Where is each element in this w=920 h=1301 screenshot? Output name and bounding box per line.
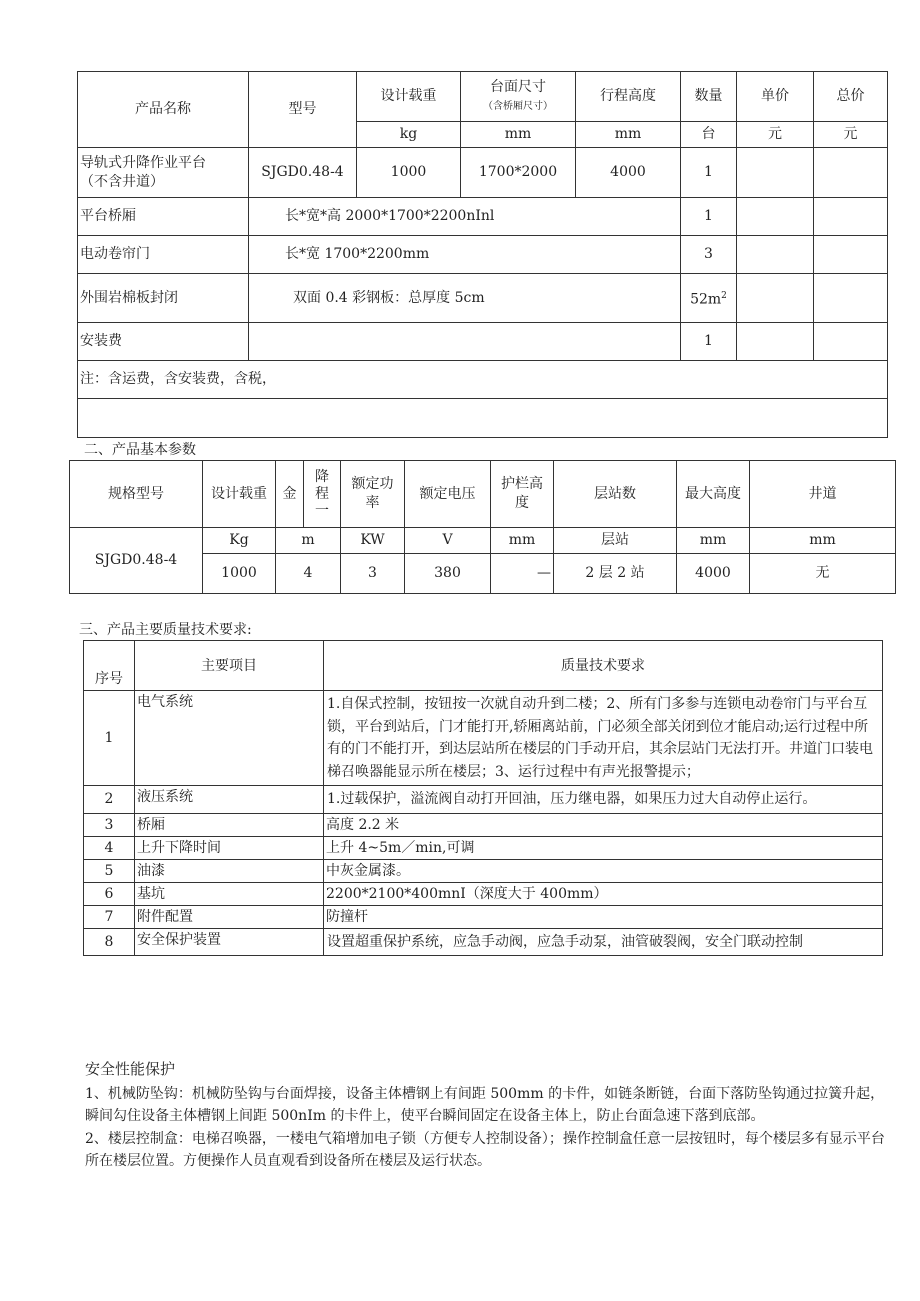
item-total-price [814,323,888,361]
main-deck-size: 1700*2000 [461,148,576,198]
row-item: 电气系统 [135,691,324,786]
safety-section [85,1058,891,1173]
unit-design-load: Kg [203,528,276,554]
table-row [84,905,883,928]
row-no: 3 [84,813,135,836]
params-model: SJGD0.48-4 [70,528,203,594]
empty-row [78,399,888,438]
safety-paragraph: 2、楼层控制盒：电梯召唤器，一楼电气箱增加电子锁（方便专人控制设备）；操作控制盒任意一层按钮时，每个楼层多有显示平台所在楼层位置。方便操作人员直观看到设备所在楼层及运行状态。 [85,1130,885,1169]
params-units-row [70,528,896,554]
table-row [84,691,883,786]
row-no: 1 [84,691,135,786]
section3-title: 三、产品主要质量技术要求: [79,622,252,638]
unit-unit-price: 元 [737,122,814,148]
header-lift-b [304,461,341,528]
row-item: 基坑 [135,882,324,905]
product-name-line1: 导轨式升降作业平台 [80,154,206,171]
item-total-price [814,236,888,274]
table-row [84,786,883,814]
header-rated-voltage: 额定电压 [405,461,491,528]
item-quantity-sup: 2 [721,290,727,301]
header-total-price: 总价 [814,72,888,122]
header-item: 主要项目 [135,641,324,691]
unit-travel-height: mm [576,122,681,148]
value-stops: 2 层 2 站 [554,554,677,594]
item-unit-price [737,198,814,236]
header-travel-height: 行程高度 [576,72,681,122]
item-quantity-value: 52m [690,291,722,308]
deck-size-note: （含桥厢尺寸） [483,100,553,112]
header-max-height: 最大高度 [677,461,750,528]
item-unit-price [737,323,814,361]
item-spec: 双面 0.4 彩钢板：总厚度 5cm [249,274,681,323]
table-row [84,882,883,905]
quotation-table [77,71,888,438]
header-stops: 层站数 [554,461,677,528]
table-row [78,274,888,323]
item-name: 平台桥厢 [78,198,249,236]
header-requirement: 质量技术要求 [324,641,883,691]
unit-stops: 层站 [554,528,677,554]
params-header-row [70,461,896,528]
header-quantity: 数量 [681,72,737,122]
row-item: 安全保护装置 [135,928,324,956]
row-item: 液压系统 [135,786,324,814]
item-name: 安装费 [78,323,249,361]
row-no: 6 [84,882,135,905]
unit-power: KW [341,528,405,554]
row-no: 4 [84,836,135,859]
note-row [78,361,888,399]
header-design-load: 设计载重 [203,461,276,528]
unit-total-price: 元 [814,122,888,148]
item-spec: 长*宽*高 2000*1700*2200nInl [249,198,681,236]
main-unit-price [737,148,814,198]
item-quantity: 1 [681,198,737,236]
header-spec-model: 规格型号 [70,461,203,528]
header-rated-power [341,461,405,528]
header-no: 序号 [84,641,135,691]
table-row [78,148,888,198]
header-lift-a: 金 [276,461,304,528]
value-shaft: 无 [750,554,896,594]
safety-paragraph: 1、机械防坠钩：机械防坠钩与台面焊接，设备主体槽钢上有间距 500mm 的卡件，如链条断链，台面下落防坠钩通过拉簧升起，瞬间勾住设备主体槽钢上间距 500nIm 的卡件上，使平台瞬间固定在设备主体上，防止台面急速下落到底部。 [85,1085,885,1124]
header-product-name: 产品名称 [78,72,249,148]
safety-title: 安全性能保护 [85,1060,176,1078]
row-item: 上升下降时间 [135,836,324,859]
row-no: 2 [84,786,135,814]
section2-title: 二、产品基本参数 [84,442,196,458]
value-lift: 4 [276,554,341,594]
main-design-load: 1000 [357,148,461,198]
product-name-line2: （不含井道） [80,173,164,190]
requirements-header-row [84,641,883,691]
item-name: 电动卷帘门 [78,236,249,274]
unit-lift: m [276,528,341,554]
row-no: 7 [84,905,135,928]
unit-guard: mm [491,528,554,554]
value-guard: — [491,554,554,594]
unit-max-height: mm [677,528,750,554]
rated-power-line1: 额定功 [351,476,394,492]
deck-size-label: 台面尺寸 [490,78,546,95]
item-total-price [814,198,888,236]
value-design-load: 1000 [203,554,276,594]
row-item: 油漆 [135,859,324,882]
unit-voltage: V [405,528,491,554]
item-spec [249,323,681,361]
row-requirement: 设置超重保护系统，应急手动阀，应急手动泵，油管破裂阀，安全门联动控制 [324,928,883,956]
guard-height-line1: 护栏高 [501,476,543,492]
table-row [84,859,883,882]
row-requirement: 防撞杆 [324,905,883,928]
note-text: 注：含运费，含安装费，含税， [78,361,888,399]
header-shaft: 井道 [750,461,896,528]
empty-cell [78,399,888,438]
table-row [84,928,883,956]
table-row [84,836,883,859]
row-requirement: 2200*2100*400mnI（深度大于 400mm） [324,882,883,905]
item-quantity [681,274,737,323]
row-requirement: 1.过载保护，溢流阀自动打开回油，压力继电器，如果压力过大自动停止运行。 [324,786,883,814]
header-guard-height [491,461,554,528]
value-max-height: 4000 [677,554,750,594]
main-travel-height: 4000 [576,148,681,198]
quality-requirements-table [83,640,883,956]
quotation-header-row [78,72,888,122]
item-name: 外围岩棉板封闭 [78,274,249,323]
table-row [78,323,888,361]
row-requirement: 1.自保式控制，按钮按一次就自动升到二楼；2、所有门多参与连锁电动卷帘门与平台互锁，平台到站后，门才能打开,轿厢离站前，门必须全部关闭到位才能启动;运行过程中所有的门不能打开，到达层站所在楼层的门手动开启，其余层站门无法打开。井道门口装电梯召唤器能显示所在楼层；3、运行过程中有声光报警提示； [324,691,883,786]
main-quantity: 1 [681,148,737,198]
row-requirement: 上升 4~5m／min,可调 [324,836,883,859]
unit-deck-size: mm [461,122,576,148]
item-quantity: 1 [681,323,737,361]
item-unit-price [737,236,814,274]
lift-b-char3: 一 [315,502,329,519]
basic-params-table [69,460,896,594]
unit-shaft: mm [750,528,896,554]
header-design-load: 设计载重 [357,72,461,122]
unit-design-load: kg [357,122,461,148]
row-item: 附件配置 [135,905,324,928]
row-requirement: 中灰金属漆。 [324,859,883,882]
table-row [78,198,888,236]
row-no: 8 [84,928,135,956]
main-total-price [814,148,888,198]
row-no: 5 [84,859,135,882]
guard-height-line2: 度 [515,495,529,511]
header-model: 型号 [249,72,357,148]
item-quantity: 3 [681,236,737,274]
item-unit-price [737,274,814,323]
item-spec: 长*宽 1700*2200mm [249,236,681,274]
table-row [84,813,883,836]
table-row [78,236,888,274]
header-deck-size [461,72,576,122]
row-requirement: 高度 2.2 米 [324,813,883,836]
unit-quantity: 台 [681,122,737,148]
value-power: 3 [341,554,405,594]
lift-b-char1: 降 [315,468,329,485]
value-voltage: 380 [405,554,491,594]
header-unit-price: 单价 [737,72,814,122]
row-item: 桥厢 [135,813,324,836]
item-total-price [814,274,888,323]
rated-power-line2: 率 [365,495,380,511]
main-model: SJGD0.48-4 [249,148,357,198]
lift-b-char2: 程 [315,485,329,502]
main-product-name [78,148,249,198]
